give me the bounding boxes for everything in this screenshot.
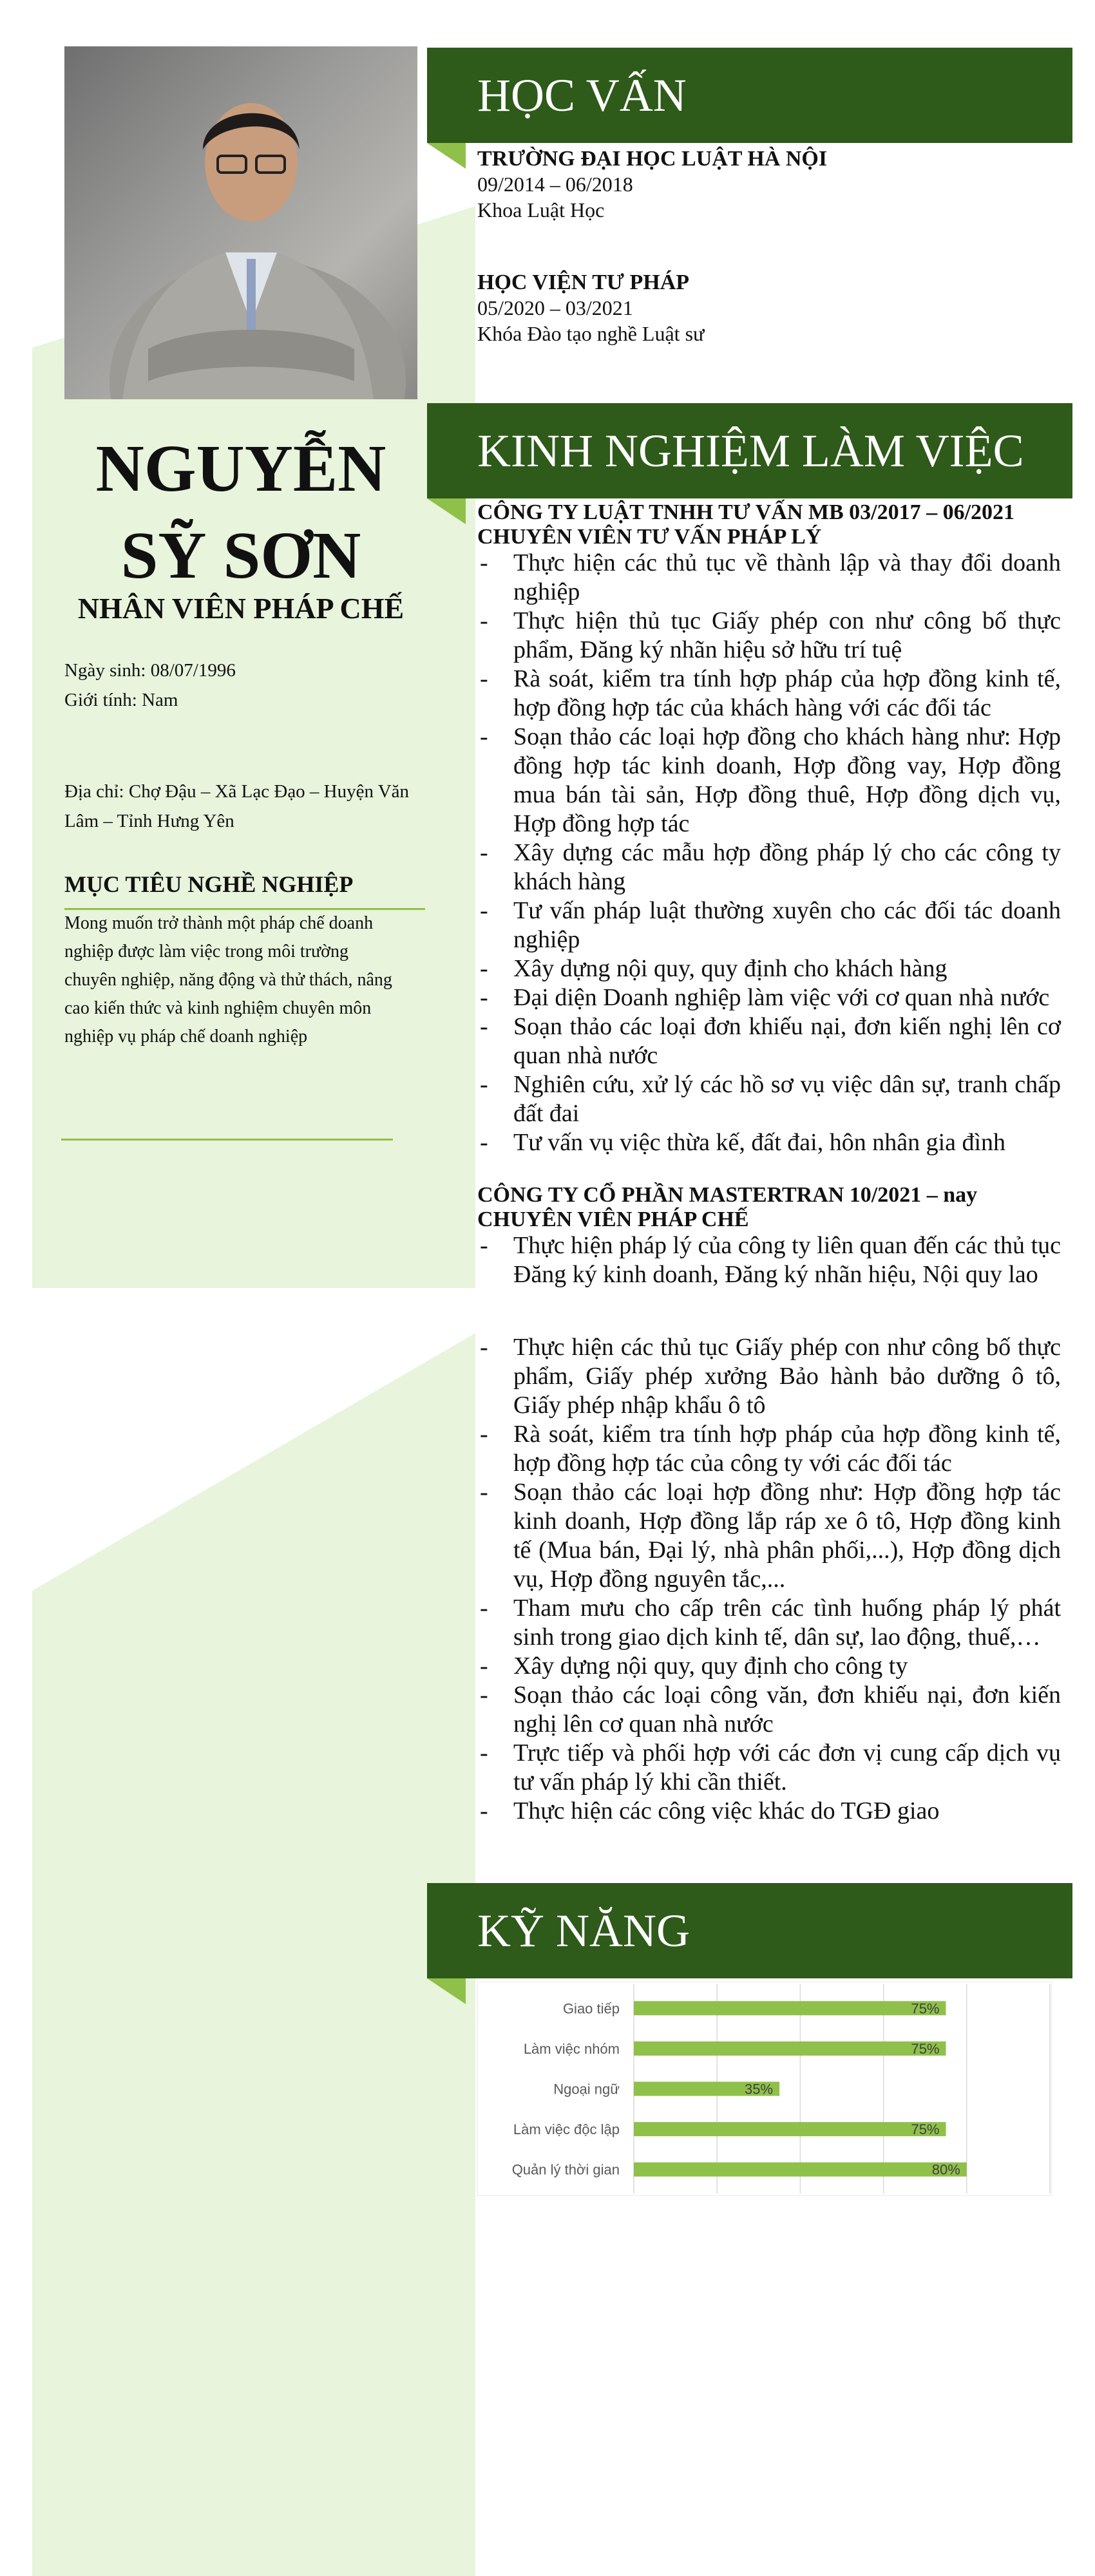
- objective-text: [64, 909, 417, 1051]
- duty-item: - Nghiên cứu, xử lý các hồ sơ vụ việc dân sự, tranh chấp đất đai: [477, 1070, 1061, 1128]
- job-role: CHUYÊN VIÊN TƯ VẤN PHÁP LÝ: [477, 525, 822, 549]
- duty-item: - Rà soát, kiểm tra tính hợp pháp của hợp đồng kinh tế, hợp đồng hợp tác của công ty với các đối tác: [477, 1420, 1061, 1478]
- duty-item: - Thực hiện các thủ tục Giấy phép con như công bố thực phẩm, Giấy phép xưởng Bảo hành bảo dưỡng ô tô, Giấy phép nhập khẩu ô tô: [477, 1333, 1061, 1420]
- chart-category-label: Giao tiếp: [562, 2000, 620, 2017]
- experience-header-tab: [427, 498, 466, 524]
- experience-header: KINH NGHIỆM LÀM VIỆC: [427, 403, 1072, 498]
- duty-item: - Xây dựng nội quy, quy định cho công ty: [477, 1652, 1061, 1681]
- chart-value-label: 35%: [745, 2081, 774, 2098]
- job-title: NHÂN VIÊN PHÁP CHẾ: [77, 592, 405, 625]
- chart-category-label: Làm việc nhóm: [523, 2040, 620, 2057]
- chart-value-label: 80%: [931, 2161, 960, 2178]
- duty-item: - Xây dựng nội quy, quy định cho khách hàng: [477, 954, 1061, 983]
- school-name: TRƯỜNG ĐẠI HỌC LUẬT HÀ NỘI: [477, 147, 828, 171]
- duty-item: - Soạn thảo các loại đơn khiếu nại, đơn kiến nghị lên cơ quan nhà nước: [477, 1012, 1061, 1070]
- duty-item: - Thực hiện các thủ tục về thành lập và thay đổi doanh nghiệp: [477, 549, 1061, 607]
- school-period: 09/2014 – 06/2018: [477, 173, 633, 196]
- duty-item: - Thực hiện thủ tục Giấy phép con như công bố thực phẩm, Đăng ký nhãn hiệu sở hữu trí tuệ: [477, 607, 1061, 665]
- skills-header: KỸ NĂNG: [427, 1883, 1072, 1978]
- objective-line: nghiệp vụ pháp chế doanh nghiệp: [64, 1027, 308, 1046]
- address-line-2: Lâm – Tỉnh Hưng Yên: [64, 811, 234, 831]
- duty-list-job-2b: [477, 1333, 1061, 1826]
- duty-item: - Trực tiếp và phối hợp với các đơn vị cung cấp dịch vụ tư vấn pháp lý khi cần thiết.: [477, 1739, 1061, 1797]
- duty-item: - Tham mưu cho cấp trên các tình huống pháp lý phát sinh trong giao dịch kinh tế, dân sự, lao động, thuế,…: [477, 1594, 1061, 1652]
- duty-item: - Đại diện Doanh nghiệp làm việc với cơ quan nhà nước: [477, 983, 1061, 1012]
- skills-header-tab: [427, 1978, 466, 2004]
- duty-list-job-1: [477, 549, 1061, 1157]
- duty-item: - Soạn thảo các loại hợp đồng như: Hợp đồng hợp tác kinh doanh, Hợp đồng lắp ráp xe ô tô, Hợp đồng kinh tế (Mua bán, Đại lý, nhà phân phối,...), Hợp đồng dịch vụ, Hợp đồng nguyên tắc,...: [477, 1478, 1061, 1594]
- chart-value-label: 75%: [911, 2121, 940, 2138]
- name-line-2: SỸ SƠN: [120, 518, 361, 592]
- duty-item: - Soạn thảo các loại hợp đồng cho khách hàng như: Hợp đồng hợp tác kinh doanh, Hợp đồng vay, Hợp đồng mua bán tài sản, Hợp đồng thuê, Hợp đồng dịch vụ, Hợp đồng hợp tác: [477, 723, 1061, 838]
- gender: Giới tính: Nam: [64, 690, 178, 710]
- objective-line: cao kiến thức và kinh nghiệm chuyên môn: [64, 998, 372, 1018]
- chart-value-label: 75%: [911, 2040, 940, 2057]
- duty-item: - Rà soát, kiểm tra tính hợp pháp của hợp đồng kinh tế, hợp đồng hợp tác của khách hàng với các đối tác: [477, 665, 1061, 723]
- lower-green-panel: [32, 1333, 475, 2576]
- chart-bar: [634, 2001, 946, 2015]
- duty-item: - Soạn thảo các loại công văn, đơn khiếu nại, đơn kiến nghị lên cơ quan nhà nước: [477, 1681, 1061, 1739]
- duty-item: - Xây dựng các mẫu hợp đồng pháp lý cho các công ty khách hàng: [477, 838, 1061, 896]
- skills-chart: [477, 1982, 1052, 2196]
- education-header: HỌC VẤN: [427, 48, 1072, 143]
- chart-category-label: Quản lý thời gian: [511, 2161, 620, 2178]
- chart-bar: [634, 2041, 946, 2056]
- school-period: 05/2020 – 03/2021: [477, 296, 633, 319]
- school-name: HỌC VIỆN TƯ PHÁP: [477, 270, 690, 294]
- chart-bar: [634, 2122, 946, 2136]
- job-role: CHUYÊN VIÊN PHÁP CHẾ: [477, 1208, 749, 1231]
- company-name: CÔNG TY CỔ PHẦN MASTERTRAN 10/2021 – nay: [477, 1183, 978, 1207]
- objective-line: Mong muốn trở thành một pháp chế doanh: [64, 913, 374, 933]
- chart-category-label: Ngoại ngữ: [553, 2081, 620, 2098]
- address-line-1: Địa chỉ: Chợ Đậu – Xã Lạc Đạo – Huyện Văn: [64, 781, 410, 802]
- profile-photo: [64, 46, 417, 399]
- objective-line: nghiệp được làm việc trong môi trường: [64, 942, 348, 961]
- company-name: CÔNG TY LUẬT TNHH TƯ VẤN MB 03/2017 – 06/2021: [477, 500, 1015, 524]
- birth-date: Ngày sinh: 08/07/1996: [64, 660, 236, 681]
- chart-value-label: 75%: [911, 2000, 940, 2017]
- name-line-1: NGUYỄN: [95, 431, 386, 506]
- duty-item: - Tư vấn vụ việc thừa kế, đất đai, hôn nhân gia đình: [477, 1128, 1061, 1157]
- objective-bottom-divider: [61, 1139, 393, 1141]
- school-program: Khoa Luật Học: [477, 198, 605, 222]
- duty-item: - Tư vấn pháp luật thường xuyên cho các đối tác doanh nghiệp: [477, 896, 1061, 954]
- skills-chart-svg: [477, 1982, 1052, 2196]
- duty-item: - Thực hiện pháp lý của công ty liên quan đến các thủ tục Đăng ký kinh doanh, Đăng ký nhãn hiệu, Nội quy lao: [477, 1231, 1061, 1289]
- chart-category-label: Làm việc độc lập: [513, 2121, 620, 2138]
- education-header-tab: [427, 143, 466, 169]
- duty-list-job-2a: [477, 1231, 1061, 1289]
- duty-item: - Thực hiện các công việc khác do TGĐ giao: [477, 1797, 1061, 1826]
- school-program: Khóa Đào tạo nghề Luật sư: [477, 322, 705, 345]
- objective-heading: MỤC TIÊU NGHỀ NGHIỆP: [64, 871, 354, 897]
- objective-line: chuyên nghiệp, năng động và thử thách, nâng: [64, 970, 392, 990]
- chart-bar: [634, 2163, 967, 2177]
